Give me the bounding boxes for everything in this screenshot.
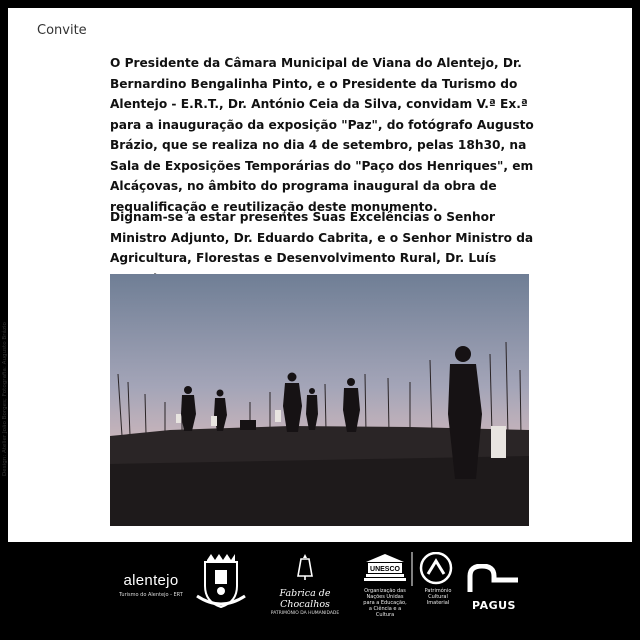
invitation-paragraph-1: O Presidente da Câmara Municipal de Viana do Alentejo, Dr. Bernardino Bengalinha Pinto, e o Presidente da Turismo do Alentejo - E.R.T., Dr. António Ceia da Silva, convidam V.ª Ex.ª para a inauguração da exposição "Paz", do fotógrafo Augusto Brázio, que se realiza no dia 4 de setembro, pelas 18h30, na Sala de Exposições Temporárias do "Paço dos Henriques", em Alcáçovas, no âmbito do programa inaugural da obra de requalificação e reutilização deste monumento. — [110, 56, 534, 214]
invitation-label: Convite — [37, 23, 87, 38]
cowbell-icon — [294, 552, 316, 582]
fabrica-subtitle: PATRIMÓNIO DA HUMANIDADE — [270, 611, 340, 616]
pagus-logo — [466, 564, 522, 612]
invitation-paragraph-2: Dignam-se a estar presentes Suas Excelências o Senhor Ministro Adjunto, Dr. Eduardo Cabrita, e o Senhor Ministro da Agricultura, Florestas e Desenvolvimento Rural, Dr. Luís — [110, 210, 534, 265]
partner-logos-bar — [0, 542, 640, 640]
alentejo-wordmark: alentejo — [123, 572, 179, 589]
design-photo-credit: Design: Atelier João Borges; Fotografia: Augusto Brázio — [2, 322, 8, 476]
invitation-card — [2, 8, 632, 542]
unesco-logo — [362, 552, 462, 618]
unesco-heritage-text: Património Cultural Imaterial — [424, 588, 452, 606]
exhibition-photo — [110, 274, 529, 526]
pagus-wordmark: PAGUS — [472, 599, 516, 612]
fabrica-de-chocalhos-logo — [262, 552, 348, 616]
alentejo-logo — [110, 572, 192, 598]
pagus-mark-icon — [466, 564, 522, 594]
fabrica-wordmark: Fabrica de Chocalhos — [279, 588, 331, 610]
unesco-temple-icon — [362, 552, 462, 586]
alentejo-subtitle: Turismo do Alentejo - ERT — [119, 592, 183, 598]
unesco-organization-text: Organização das Nações Unidas para a Educação, a Ciência e a Cultura — [363, 588, 407, 618]
viana-do-alentejo-crest-icon — [193, 552, 249, 610]
unesco-word: UNESCO — [370, 566, 400, 573]
